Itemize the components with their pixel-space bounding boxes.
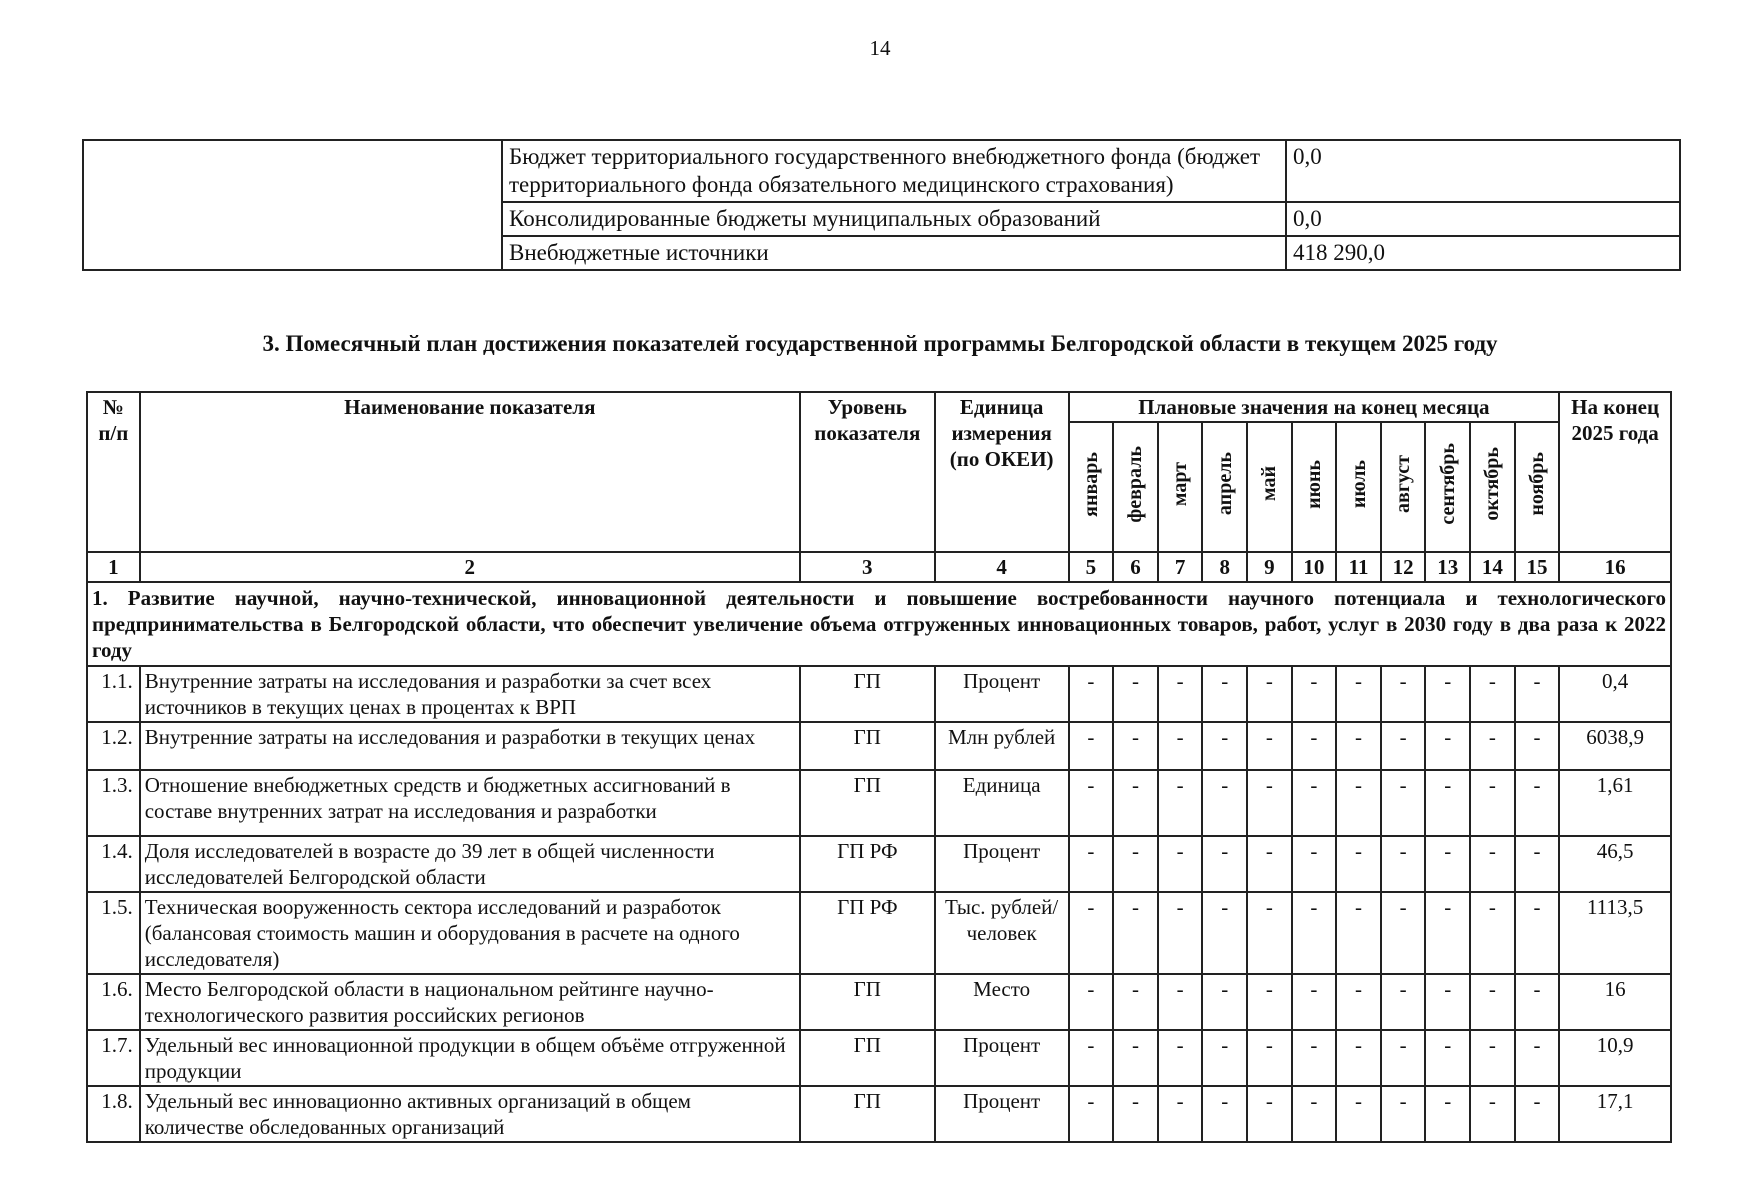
budget-source-value: 0,0 [1286, 140, 1680, 202]
monthly-value: - [1336, 722, 1381, 770]
month-label: март [1169, 461, 1192, 507]
monthly-value: - [1247, 1030, 1292, 1086]
indicator-number: 1.3. [87, 770, 140, 836]
header-month [1381, 422, 1426, 552]
indicator-name: Внутренние затраты на исследования и разработки в текущих ценах [140, 722, 800, 770]
column-number: 4 [935, 552, 1069, 582]
monthly-value: - [1247, 974, 1292, 1030]
indicator-unit: Место [935, 974, 1069, 1030]
monthly-value: - [1336, 836, 1381, 892]
header-month [1425, 422, 1470, 552]
indicator-name: Удельный вес инновационно активных организаций в общем количестве обследованных организаций [140, 1086, 800, 1142]
header-unit: Единица измерения (по ОКЕИ) [935, 392, 1069, 552]
column-number: 1 [87, 552, 140, 582]
monthly-value: - [1069, 892, 1114, 974]
header-month [1247, 422, 1292, 552]
monthly-value: - [1336, 1086, 1381, 1142]
monthly-value: - [1292, 1086, 1337, 1142]
month-label: июнь [1302, 459, 1325, 509]
monthly-value: - [1425, 770, 1470, 836]
page-number: 14 [869, 36, 891, 60]
monthly-value: - [1069, 666, 1114, 722]
column-number: 13 [1425, 552, 1470, 582]
monthly-value: - [1470, 770, 1515, 836]
monthly-value: - [1069, 1086, 1114, 1142]
monthly-value: - [1158, 1030, 1203, 1086]
month-label: февраль [1124, 445, 1147, 523]
monthly-value: - [1202, 1030, 1247, 1086]
year-end-value: 17,1 [1559, 1086, 1671, 1142]
monthly-value: - [1292, 974, 1337, 1030]
blank-cell [83, 140, 502, 270]
monthly-value: - [1069, 1030, 1114, 1086]
indicator-level: ГП [800, 722, 935, 770]
monthly-value: - [1425, 1030, 1470, 1086]
indicator-number: 1.2. [87, 722, 140, 770]
monthly-value: - [1336, 770, 1381, 836]
monthly-value: - [1247, 1086, 1292, 1142]
year-end-value: 1113,5 [1559, 892, 1671, 974]
monthly-value: - [1381, 836, 1426, 892]
header-level: Уровень показателя [800, 392, 935, 552]
column-number: 9 [1247, 552, 1292, 582]
monthly-value: - [1381, 1086, 1426, 1142]
monthly-value: - [1425, 892, 1470, 974]
monthly-value: - [1113, 722, 1158, 770]
monthly-value: - [1470, 974, 1515, 1030]
header-num: № п/п [87, 392, 140, 552]
month-label: ноябрь [1525, 452, 1548, 516]
monthly-value: - [1247, 770, 1292, 836]
indicator-level: ГП [800, 666, 935, 722]
budget-source-name: Бюджет территориального государственного внебюджетного фонда (бюджет территориального фонда обязательного медицинского страхования) [502, 140, 1286, 202]
header-name: Наименование показателя [140, 392, 800, 552]
indicator-level: ГП [800, 974, 935, 1030]
group-title: 1. Развитие научной, научно-технической, инновационной деятельности и повышение востребованности научного потенциала и технологического предпринимательства в Белгородской области, что обеспечит увеличение объема отгруженных инновационных товаров, работ, услуг в 2030 году в два раза к 2022 году [87, 582, 1671, 666]
indicator-unit: Процент [935, 836, 1069, 892]
indicator-name: Удельный вес инновационной продукции в общем объёме отгруженной продукции [140, 1030, 800, 1086]
month-label: октябрь [1481, 447, 1504, 521]
monthly-value: - [1425, 722, 1470, 770]
section-title: 3. Помесячный план достижения показателей государственной программы Белгородской области в текущем 2025 году [262, 331, 1498, 356]
monthly-value: - [1158, 770, 1203, 836]
monthly-value: - [1113, 974, 1158, 1030]
indicator-row [87, 974, 1671, 1030]
monthly-value: - [1336, 1030, 1381, 1086]
monthly-value: - [1515, 974, 1560, 1030]
indicator-level: ГП [800, 770, 935, 836]
indicator-number: 1.7. [87, 1030, 140, 1086]
monthly-value: - [1113, 1086, 1158, 1142]
monthly-value: - [1158, 892, 1203, 974]
monthly-value: - [1381, 892, 1426, 974]
header-month [1069, 422, 1114, 552]
monthly-value: - [1069, 722, 1114, 770]
monthly-value: - [1470, 892, 1515, 974]
column-number: 7 [1158, 552, 1203, 582]
monthly-value: - [1470, 836, 1515, 892]
month-label: август [1392, 455, 1415, 513]
indicator-number: 1.8. [87, 1086, 140, 1142]
monthly-value: - [1425, 836, 1470, 892]
indicator-unit: Тыс. рублей/ человек [935, 892, 1069, 974]
indicator-row [87, 836, 1671, 892]
indicator-number: 1.4. [87, 836, 140, 892]
monthly-value: - [1113, 770, 1158, 836]
indicator-row [87, 666, 1671, 722]
monthly-value: - [1425, 666, 1470, 722]
monthly-value: - [1381, 974, 1426, 1030]
indicator-row [87, 892, 1671, 974]
monthly-value: - [1113, 666, 1158, 722]
monthly-value: - [1202, 770, 1247, 836]
monthly-value: - [1202, 722, 1247, 770]
budget-source-name: Внебюджетные источники [502, 236, 1286, 270]
indicator-level: ГП РФ [800, 892, 935, 974]
indicator-level: ГП [800, 1086, 935, 1142]
monthly-value: - [1381, 1030, 1426, 1086]
monthly-value: - [1336, 974, 1381, 1030]
year-end-value: 46,5 [1559, 836, 1671, 892]
column-number: 10 [1292, 552, 1337, 582]
monthly-value: - [1247, 892, 1292, 974]
budget-source-value: 418 290,0 [1286, 236, 1680, 270]
monthly-value: - [1202, 1086, 1247, 1142]
month-label: июль [1347, 459, 1370, 509]
indicator-number: 1.1. [87, 666, 140, 722]
indicator-row [87, 1086, 1671, 1142]
monthly-value: - [1470, 722, 1515, 770]
monthly-value: - [1069, 974, 1114, 1030]
indicator-unit: Процент [935, 666, 1069, 722]
indicator-row [87, 770, 1671, 836]
monthly-value: - [1515, 770, 1560, 836]
column-number: 8 [1202, 552, 1247, 582]
indicator-name: Место Белгородской области в национальном рейтинге научно-технологического развития российских регионов [140, 974, 800, 1030]
year-end-value: 0,4 [1559, 666, 1671, 722]
indicator-number: 1.5. [87, 892, 140, 974]
monthly-value: - [1336, 892, 1381, 974]
monthly-value: - [1470, 1086, 1515, 1142]
indicator-unit: Млн рублей [935, 722, 1069, 770]
monthly-value: - [1158, 974, 1203, 1030]
column-number: 6 [1113, 552, 1158, 582]
column-number: 5 [1069, 552, 1114, 582]
monthly-value: - [1292, 836, 1337, 892]
column-number: 3 [800, 552, 935, 582]
year-end-value: 6038,9 [1559, 722, 1671, 770]
indicator-name: Доля исследователей в возрасте до 39 лет в общей численности исследователей Белгородской области [140, 836, 800, 892]
indicator-row [87, 722, 1671, 770]
monthly-value: - [1292, 722, 1337, 770]
monthly-value: - [1113, 836, 1158, 892]
column-number: 12 [1381, 552, 1426, 582]
indicator-row [87, 1030, 1671, 1086]
month-label: май [1258, 466, 1281, 502]
indicator-level: ГП [800, 1030, 935, 1086]
monthly-value: - [1381, 770, 1426, 836]
indicator-unit: Единица [935, 770, 1069, 836]
monthly-value: - [1158, 836, 1203, 892]
month-label: сентябрь [1436, 443, 1459, 525]
indicator-number: 1.6. [87, 974, 140, 1030]
monthly-value: - [1202, 974, 1247, 1030]
monthly-value: - [1515, 1030, 1560, 1086]
year-end-value: 16 [1559, 974, 1671, 1030]
monthly-value: - [1158, 666, 1203, 722]
monthly-value: - [1515, 722, 1560, 770]
header-month [1515, 422, 1560, 552]
monthly-value: - [1158, 722, 1203, 770]
column-numbers-row [87, 552, 1671, 582]
budget-source-name: Консолидированные бюджеты муниципальных образований [502, 202, 1286, 236]
indicator-name: Внутренние затраты на исследования и разработки за счет всех источников в текущих ценах в процентах к ВРП [140, 666, 800, 722]
header-month [1470, 422, 1515, 552]
indicator-name: Отношение внебюджетных средств и бюджетных ассигнований в составе внутренних затрат на исследования и разработки [140, 770, 800, 836]
column-number: 16 [1559, 552, 1671, 582]
monthly-value: - [1381, 666, 1426, 722]
monthly-value: - [1515, 892, 1560, 974]
monthly-value: - [1425, 1086, 1470, 1142]
monthly-plan-table [86, 391, 1672, 1143]
monthly-value: - [1381, 722, 1426, 770]
monthly-value: - [1425, 974, 1470, 1030]
monthly-value: - [1470, 1030, 1515, 1086]
budget-sources-table [82, 139, 1681, 271]
monthly-value: - [1515, 1086, 1560, 1142]
monthly-value: - [1336, 666, 1381, 722]
monthly-value: - [1292, 1030, 1337, 1086]
monthly-value: - [1202, 666, 1247, 722]
year-end-value: 1,61 [1559, 770, 1671, 836]
monthly-value: - [1515, 666, 1560, 722]
header-month [1336, 422, 1381, 552]
indicator-level: ГП РФ [800, 836, 935, 892]
monthly-value: - [1292, 770, 1337, 836]
indicator-name: Техническая вооруженность сектора исследований и разработок (балансовая стоимость машин и оборудования в расчете на одного исследователя) [140, 892, 800, 974]
header-plan-values: Плановые значения на конец месяца [1069, 392, 1560, 422]
monthly-value: - [1247, 722, 1292, 770]
column-number: 15 [1515, 552, 1560, 582]
monthly-value: - [1470, 666, 1515, 722]
year-end-value: 10,9 [1559, 1030, 1671, 1086]
header-end-of-year: На конец 2025 года [1559, 392, 1671, 552]
monthly-value: - [1069, 836, 1114, 892]
monthly-value: - [1515, 836, 1560, 892]
indicator-unit: Процент [935, 1086, 1069, 1142]
column-number: 11 [1336, 552, 1381, 582]
monthly-value: - [1113, 892, 1158, 974]
monthly-value: - [1247, 666, 1292, 722]
header-month [1158, 422, 1203, 552]
monthly-value: - [1069, 770, 1114, 836]
header-month [1202, 422, 1247, 552]
monthly-value: - [1292, 892, 1337, 974]
monthly-value: - [1202, 836, 1247, 892]
month-label: январь [1079, 451, 1102, 517]
header-month [1292, 422, 1337, 552]
month-label: апрель [1213, 452, 1236, 516]
monthly-value: - [1158, 1086, 1203, 1142]
indicator-unit: Процент [935, 1030, 1069, 1086]
group-row [87, 582, 1671, 666]
column-number: 14 [1470, 552, 1515, 582]
table-row [83, 140, 1680, 202]
monthly-value: - [1247, 836, 1292, 892]
monthly-value: - [1113, 1030, 1158, 1086]
header-month [1113, 422, 1158, 552]
budget-source-value: 0,0 [1286, 202, 1680, 236]
monthly-value: - [1292, 666, 1337, 722]
column-number: 2 [140, 552, 800, 582]
monthly-value: - [1202, 892, 1247, 974]
